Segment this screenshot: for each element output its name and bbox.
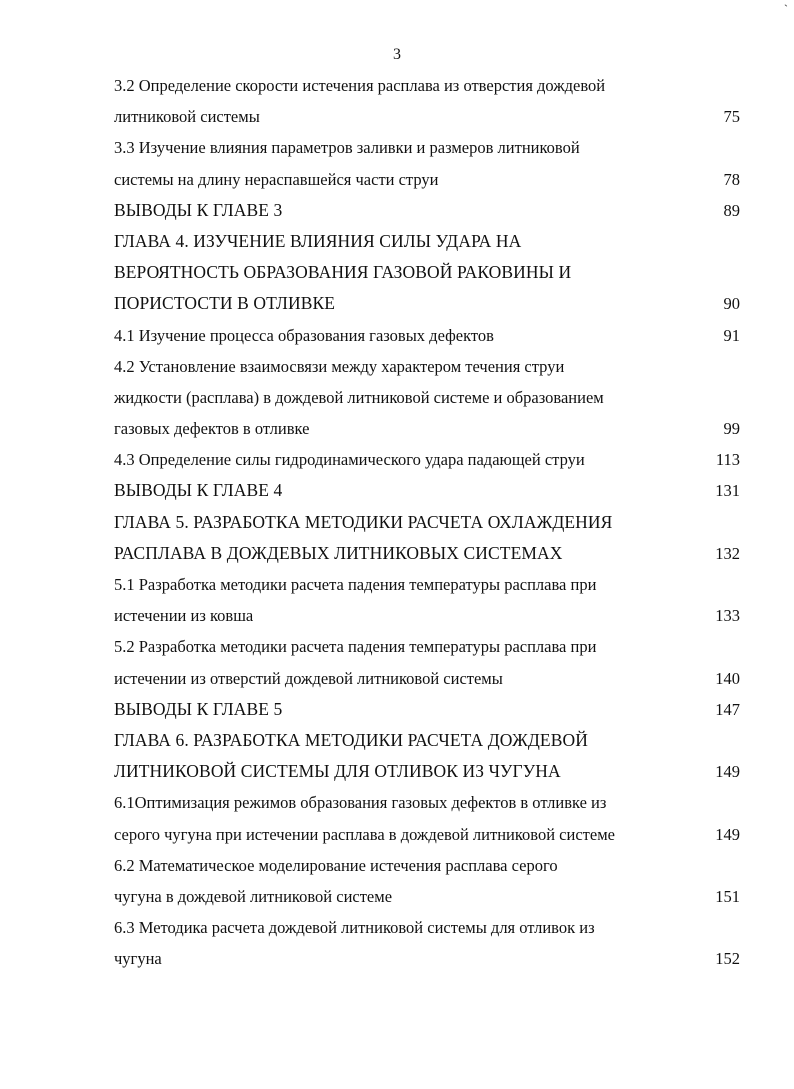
toc-page-number: 151: [715, 886, 740, 906]
toc-entry-text: серого чугуна при истечении расплава в дождевой литниковой системе: [114, 824, 615, 844]
toc-heading-line: [114, 756, 740, 787]
toc-entry-text: ВЫВОДЫ К ГЛАВЕ 4: [114, 480, 283, 501]
corner-mark: `: [784, 2, 788, 16]
toc-entry-text: системы на длину нераспавшейся части струи: [114, 169, 439, 189]
toc-heading-line: [114, 538, 740, 569]
toc-entry-text: ГЛАВА 4. ИЗУЧЕНИЕ ВЛИЯНИЯ СИЛЫ УДАРА НА: [114, 230, 522, 251]
toc-heading-line: [114, 507, 740, 538]
toc-entry-text: 5.1 Разработка методики расчета падения температуры расплава при: [114, 575, 597, 594]
toc-entry-text: ВЕРОЯТНОСТЬ ОБРАЗОВАНИЯ ГАЗОВОЙ РАКОВИНЫ И: [114, 262, 572, 283]
toc-entry-line: [114, 850, 740, 881]
toc-entry-text: истечении из ковша: [114, 606, 254, 626]
toc-entry-line: [114, 569, 740, 600]
toc-entry-line: [114, 351, 740, 382]
toc-entry-line: [114, 787, 740, 818]
toc-page-number: 149: [715, 762, 740, 782]
toc-entry-line: [114, 382, 740, 413]
toc-page-number: 140: [715, 668, 740, 688]
toc-page-number: 89: [723, 200, 740, 220]
toc-entry-line: [114, 600, 740, 631]
toc-page-number: 147: [715, 699, 740, 719]
toc-page-number: 149: [715, 824, 740, 844]
toc-heading-line: [114, 226, 740, 257]
toc-heading-line: [114, 475, 740, 506]
toc-entry-text: РАСПЛАВА В ДОЖДЕВЫХ ЛИТНИКОВЫХ СИСТЕМАХ: [114, 542, 563, 563]
toc-entry-line: [114, 101, 740, 132]
toc-entry-line: [114, 943, 740, 974]
toc-entry-text: чугуна в дождевой литниковой системе: [114, 886, 393, 906]
toc-entry-line: [114, 444, 740, 475]
toc-page-number: 75: [723, 107, 740, 127]
toc-entry-text: ВЫВОДЫ К ГЛАВЕ 3: [114, 199, 283, 220]
toc-entry-text: 6.1Оптимизация режимов образования газовых дефектов в отливке из: [114, 793, 607, 813]
toc-heading-line: [114, 288, 740, 319]
toc-entry-text: ГЛАВА 6. РАЗРАБОТКА МЕТОДИКИ РАСЧЕТА ДОЖДЕВОЙ: [114, 729, 588, 750]
toc-page-number: 91: [723, 325, 740, 345]
toc-entry-line: [114, 164, 740, 195]
toc-entry-line: [114, 413, 740, 444]
toc-entry-text: 4.1 Изучение процесса образования газовых дефектов: [114, 325, 494, 345]
toc-entry-line: [114, 912, 740, 943]
toc-entry-text: ЛИТНИКОВОЙ СИСТЕМЫ ДЛЯ ОТЛИВОК ИЗ ЧУГУНА: [114, 761, 561, 782]
toc-entry-text: жидкости (расплава) в дождевой литниковой системе и образованием: [114, 387, 604, 407]
toc-entry-line: [114, 631, 740, 662]
toc-entry-line: [114, 819, 740, 850]
toc-entry-text: ГЛАВА 5. РАЗРАБОТКА МЕТОДИКИ РАСЧЕТА ОХЛАЖДЕНИЯ: [114, 511, 613, 532]
toc-entry-text: литниковой системы: [114, 107, 260, 127]
toc-page-number: 99: [723, 419, 740, 439]
toc-page-number: 90: [723, 294, 740, 314]
toc-page-number: 131: [715, 481, 740, 501]
toc-entry-line: [114, 70, 740, 101]
toc-entry-text: ПОРИСТОСТИ В ОТЛИВКЕ: [114, 293, 336, 314]
toc-entry-line: [114, 320, 740, 351]
toc-entry-text: 3.3 Изучение влияния параметров заливки и размеров литниковой: [114, 138, 580, 158]
toc-entry-line: [114, 132, 740, 163]
toc-entry-text: 6.2 Математическое моделирование истечения расплава серого: [114, 855, 558, 875]
toc-heading-line: [114, 694, 740, 725]
toc-entry-line: [114, 881, 740, 912]
toc-heading-line: [114, 195, 740, 226]
toc-entry-text: чугуна: [114, 949, 162, 969]
toc-entry-text: 4.2 Установление взаимосвязи между характером течения струи: [114, 356, 565, 376]
toc-entry-line: [114, 663, 740, 694]
toc-entry-text: газовых дефектов в отливке: [114, 419, 310, 439]
toc-page-number: 152: [715, 949, 740, 969]
toc-page-number: 132: [715, 543, 740, 563]
page-number: 3: [393, 46, 401, 63]
toc-entry-text: ВЫВОДЫ К ГЛАВЕ 5: [114, 698, 283, 719]
toc-entry-text: 5.2 Разработка методики расчета падения температуры расплава при: [114, 637, 597, 657]
table-of-contents: [114, 70, 740, 974]
toc-page-number: 133: [715, 606, 740, 626]
toc-page-number: 78: [723, 169, 740, 189]
toc-entry-text: 4.3 Определение силы гидродинамического удара падающей струи: [114, 450, 585, 470]
toc-entry-text: 6.3 Методика расчета дождевой литниковой системы для отливок из: [114, 918, 595, 938]
toc-page-number: 113: [715, 450, 740, 470]
toc-heading-line: [114, 725, 740, 756]
toc-entry-text: истечении из отверстий дождевой литниковой системы: [114, 668, 503, 688]
toc-entry-text: 3.2 Определение скорости истечения расплава из отверстия дождевой: [114, 76, 606, 95]
toc-heading-line: [114, 257, 740, 288]
